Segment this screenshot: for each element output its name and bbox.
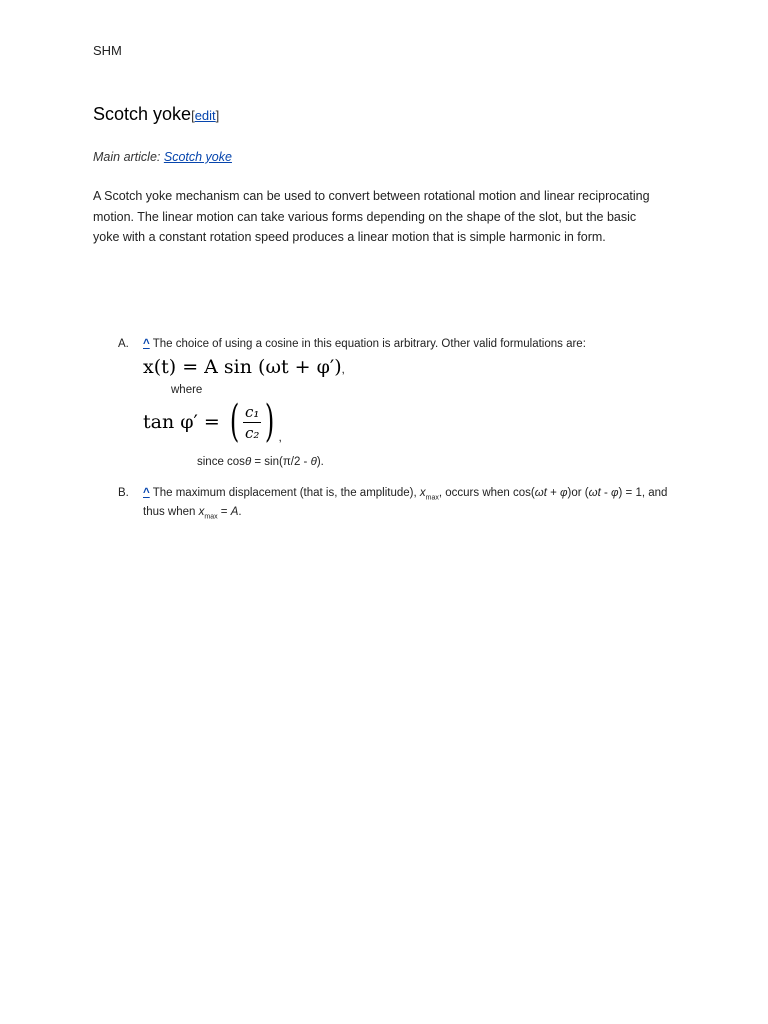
- footnote-text: =: [217, 506, 231, 519]
- footnote-marker: B.: [118, 487, 129, 499]
- x-var: x: [198, 506, 205, 519]
- edit-link-wrapper: [191, 108, 219, 123]
- footnotes-list: [93, 338, 683, 525]
- footnote-text: , occurs when cos(: [438, 487, 535, 499]
- theta-symbol: θ: [310, 456, 317, 468]
- fraction-denominator: c₂: [245, 423, 260, 442]
- footnote-text: The choice of using a cosine in this equation is arbitrary. Other valid formulations are:: [152, 338, 586, 350]
- equation-tail: ,: [341, 364, 345, 376]
- phi-symbol: φ: [611, 487, 619, 499]
- omega-t: ωt: [588, 487, 601, 499]
- footnote-b: [93, 486, 683, 525]
- body-paragraph: A Scotch yoke mechanism can be used to convert between rotational motion and linear reciprocating motion. The linear motion can take various forms depending on the shape of the slot, but the basic yoke with a constant rotation speed produces a linear motion that is simple harmonic in form.: [93, 189, 650, 244]
- footnote-text: .: [238, 506, 242, 519]
- max-subscript: max: [204, 513, 218, 521]
- document-label: SHM: [93, 43, 122, 58]
- section-title: Scotch yoke: [93, 104, 192, 124]
- footnote-text-line: [143, 338, 683, 350]
- amplitude-symbol: A: [230, 506, 239, 519]
- section-heading: [93, 104, 219, 125]
- since-text: ).: [316, 456, 324, 468]
- left-paren: (: [229, 396, 240, 447]
- max-subscript: max: [425, 494, 439, 502]
- since-identity: [197, 456, 683, 468]
- footnote-marker: A.: [118, 338, 129, 350]
- equation-sine-form: [143, 356, 683, 378]
- footnote-text: +: [546, 487, 561, 499]
- theta-symbol: θ: [244, 456, 252, 468]
- equation-tan-lhs: tan φ′ =: [143, 411, 220, 433]
- main-article-link[interactable]: Scotch yoke: [163, 150, 232, 164]
- edit-bracket-close: ]: [215, 108, 220, 123]
- phi-symbol: φ: [560, 487, 568, 499]
- footnote-text: The maximum displacement (that is, the amplitude),: [152, 487, 420, 499]
- edit-link[interactable]: edit: [194, 108, 216, 123]
- main-article-prefix: Main article:: [93, 150, 164, 164]
- edit-bracket-open: [: [191, 108, 195, 123]
- since-text: = sin(π/2 -: [251, 456, 311, 468]
- since-text: since cos: [197, 456, 245, 468]
- omega-t: ωt: [534, 487, 547, 499]
- footnote-text: )or (: [567, 487, 589, 499]
- footnote-text: ) = 1, and thus when: [143, 487, 668, 519]
- fraction: [243, 403, 261, 442]
- equation-tan-phase: [143, 396, 683, 447]
- backlink-caret[interactable]: ^: [143, 487, 150, 499]
- where-label: where: [171, 384, 203, 396]
- main-article-hatnote: [93, 150, 232, 164]
- equation-tail: ,: [278, 432, 282, 444]
- x-var: x: [419, 487, 426, 499]
- backlink-caret[interactable]: ^: [143, 338, 150, 350]
- right-paren: ): [265, 396, 275, 447]
- fraction-group: [226, 396, 282, 447]
- footnote-text: -: [600, 487, 612, 499]
- footnote-a: [93, 338, 683, 468]
- equation-sine-form-text: x(t) = A sin (ωt + φ′): [143, 356, 342, 378]
- fraction-numerator: c₁: [245, 402, 260, 421]
